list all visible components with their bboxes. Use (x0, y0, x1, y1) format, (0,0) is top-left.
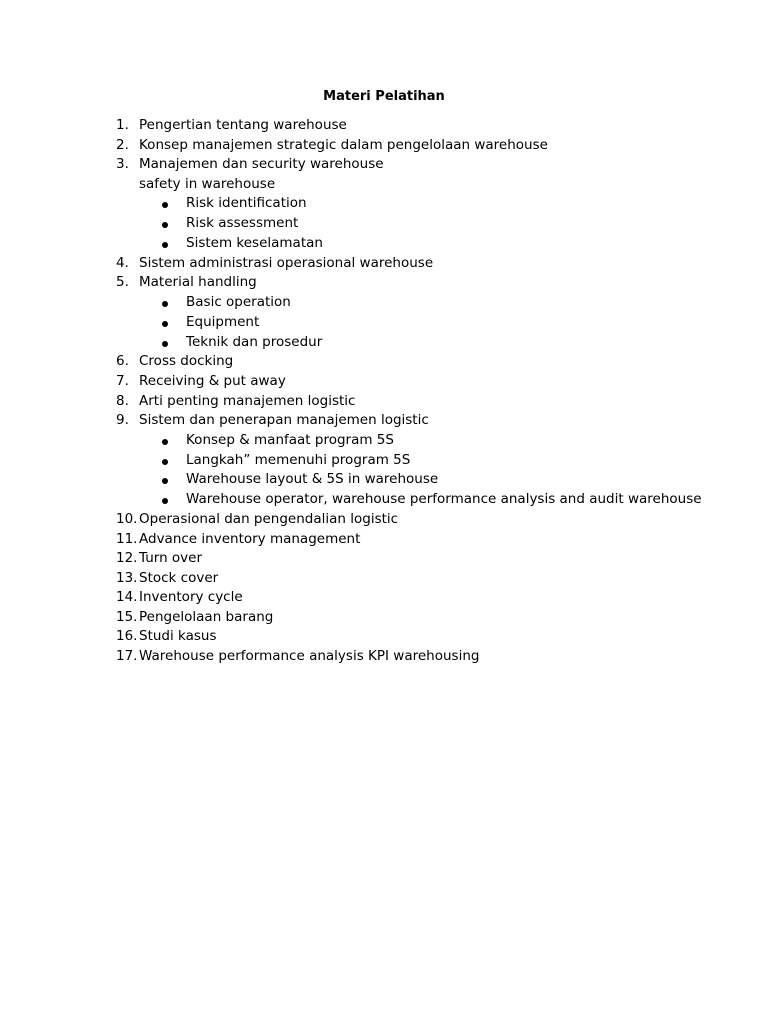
list-item-number: 15. (116, 608, 138, 625)
sub-list-item (0, 313, 768, 333)
list-item-number: 9. (116, 412, 129, 429)
list-item (0, 273, 768, 293)
list-item-number: 14. (116, 589, 138, 606)
list-item-text: Sistem keselamatan (186, 234, 323, 251)
list-item-text: Langkah” memenuhi program 5S (186, 451, 411, 468)
bullet-icon (162, 478, 168, 484)
list-item-text: Pengertian tentang warehouse (139, 117, 347, 133)
list-item (0, 608, 768, 628)
list-item (0, 569, 768, 589)
list-item-text: Basic operation (186, 293, 291, 310)
list-item-number: 2. (116, 136, 129, 153)
list-item (0, 392, 768, 412)
list-item-text: Arti penting manajemen logistic (139, 392, 356, 409)
bullet-icon (162, 341, 168, 347)
list-item (0, 510, 768, 530)
list-item-text: Risk identification (186, 195, 307, 212)
sub-list-item (0, 431, 768, 451)
list-item (0, 530, 768, 550)
list-item (0, 647, 768, 667)
list-item (0, 155, 768, 175)
sub-list-item (0, 470, 768, 490)
sub-list-item (0, 451, 768, 471)
list-item-text: Advance inventory management (139, 530, 361, 547)
list-item-number: 8. (116, 392, 129, 409)
list-item-text: Warehouse layout & 5S in warehouse (186, 471, 439, 488)
training-topic-list (0, 116, 768, 667)
list-item-text: Equipment (186, 313, 260, 330)
list-item-text: Receiving & put away (139, 372, 286, 389)
list-item-text: Turn over (139, 550, 203, 567)
list-item (0, 136, 768, 156)
list-item (0, 116, 768, 136)
list-item-text: Risk assessment (186, 215, 299, 232)
list-item-text: Sistem administrasi operasional warehouse (139, 254, 434, 271)
list-item (0, 175, 768, 195)
list-item-text: Operasional dan pengendalian logistic (139, 510, 399, 527)
list-item-text: Cross docking (139, 353, 234, 370)
list-item-text: Stock cover (139, 569, 219, 586)
list-item-text: Konsep manajemen strategic dalam pengelolaan warehouse (139, 136, 548, 153)
bullet-icon (162, 202, 168, 208)
bullet-icon (162, 498, 168, 504)
list-item-text: Warehouse operator, warehouse performance analysis and audit warehouse (186, 491, 702, 508)
list-item (0, 254, 768, 274)
sub-list-item (0, 194, 768, 214)
bullet-icon (162, 459, 168, 465)
bullet-icon (162, 301, 168, 307)
list-item-text: Inventory cycle (139, 589, 243, 606)
list-item-number: 3. (116, 156, 129, 173)
list-item-text: Manajemen dan security warehouse (139, 156, 384, 173)
list-item-number: 7. (116, 372, 129, 389)
list-item (0, 411, 768, 431)
list-item-number: 11. (116, 530, 138, 547)
list-item (0, 588, 768, 608)
list-item-text: Sistem dan penerapan manajemen logistic (139, 412, 429, 429)
bullet-icon (162, 321, 168, 327)
sub-list-item (0, 490, 768, 510)
list-item-text: Studi kasus (139, 628, 217, 645)
bullet-icon (162, 439, 168, 445)
list-item (0, 627, 768, 647)
list-item-text: Material handling (139, 274, 257, 291)
list-item-number: 12. (116, 550, 138, 567)
sub-list-item (0, 214, 768, 234)
list-item-number: 1. (116, 117, 129, 133)
list-item-number: 13. (116, 569, 138, 586)
bullet-icon (162, 222, 168, 228)
sub-list-item (0, 293, 768, 313)
list-item-text: Pengelolaan barang (139, 608, 274, 625)
list-item-number: 10. (116, 510, 138, 527)
list-item-number: 6. (116, 353, 129, 370)
list-item (0, 549, 768, 569)
list-item-number: 17. (116, 648, 138, 665)
list-item-number: 4. (116, 254, 129, 271)
list-item-text: Konsep & manfaat program 5S (186, 431, 394, 448)
list-item-text: Warehouse performance analysis KPI warehousing (139, 648, 480, 665)
sub-list-item (0, 234, 768, 254)
list-item-text: safety in warehouse (139, 175, 276, 192)
list-item-number: 5. (116, 274, 129, 291)
document-title: Materi Pelatihan (323, 89, 445, 104)
sub-list-item (0, 333, 768, 353)
list-item (0, 372, 768, 392)
list-item (0, 352, 768, 372)
bullet-icon (162, 242, 168, 248)
list-item-number: 16. (116, 628, 138, 645)
list-item-text: Teknik dan prosedur (186, 333, 323, 350)
